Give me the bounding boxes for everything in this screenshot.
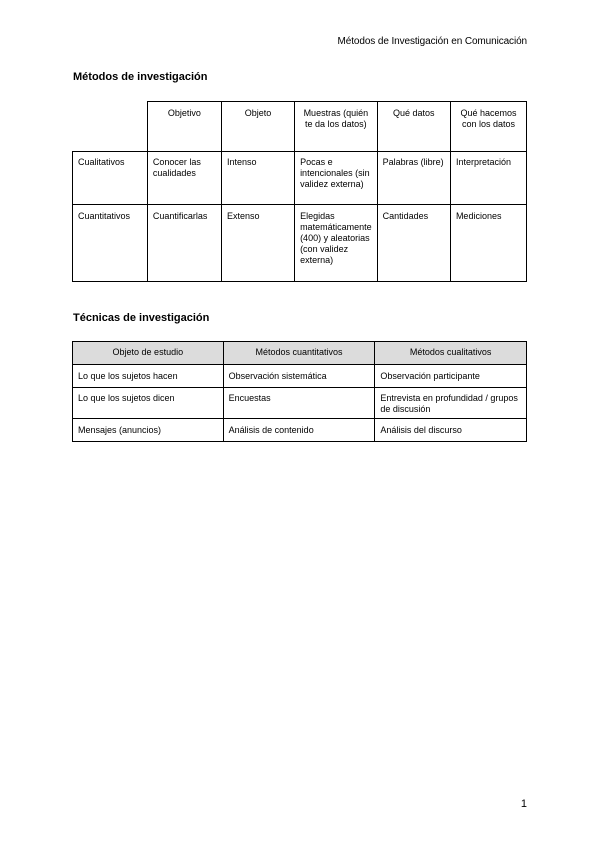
table-row xyxy=(73,205,527,282)
table-cell: Mediciones xyxy=(450,205,526,282)
row-label: Cuantitativos xyxy=(73,205,148,282)
table-cell: Cuantificarlas xyxy=(147,205,221,282)
column-header: Muestras (quién te da los datos) xyxy=(295,102,378,152)
table-row xyxy=(73,419,527,442)
table-cell: Mensajes (anuncios) xyxy=(73,419,224,442)
column-header: Métodos cualitativos xyxy=(375,342,527,365)
methods-section-title: Métodos de investigación xyxy=(73,71,208,83)
table-cell: Intenso xyxy=(221,152,294,205)
table-cell: Observación sistemática xyxy=(223,365,375,388)
table-cell: Cantidades xyxy=(377,205,450,282)
column-header: Objeto de estudio xyxy=(73,342,224,365)
techniques-table xyxy=(72,341,527,442)
techniques-section-title: Técnicas de investigación xyxy=(73,312,210,324)
methods-table xyxy=(72,101,527,282)
table-cell: Entrevista en profundidad / grupos de discusión xyxy=(375,388,527,419)
table-cell: Elegidas matemáticamente (400) y aleatorias (con validez externa) xyxy=(295,205,378,282)
table-row xyxy=(73,152,527,205)
column-header: Objetivo xyxy=(147,102,221,152)
table-cell: Encuestas xyxy=(223,388,375,419)
table-cell: Conocer las cualidades xyxy=(147,152,221,205)
running-header: Métodos de Investigación en Comunicación xyxy=(337,36,527,47)
column-header: Objeto xyxy=(221,102,294,152)
table-cell: Lo que los sujetos hacen xyxy=(73,365,224,388)
table-cell: Lo que los sujetos dicen xyxy=(73,388,224,419)
methods-header-row xyxy=(73,102,527,152)
empty-corner-cell xyxy=(73,102,148,152)
table-cell: Interpretación xyxy=(450,152,526,205)
row-label: Cualitativos xyxy=(73,152,148,205)
column-header: Métodos cuantitativos xyxy=(223,342,375,365)
table-cell: Palabras (libre) xyxy=(377,152,450,205)
table-cell: Análisis de contenido xyxy=(223,419,375,442)
table-cell: Extenso xyxy=(221,205,294,282)
techniques-header-row xyxy=(73,342,527,365)
table-cell: Pocas e intencionales (sin validez externa) xyxy=(295,152,378,205)
column-header: Qué hacemos con los datos xyxy=(450,102,526,152)
page-number: 1 xyxy=(520,798,527,810)
table-cell: Observación participante xyxy=(375,365,527,388)
table-row xyxy=(73,388,527,419)
table-cell: Análisis del discurso xyxy=(375,419,527,442)
column-header: Qué datos xyxy=(377,102,450,152)
table-row xyxy=(73,365,527,388)
